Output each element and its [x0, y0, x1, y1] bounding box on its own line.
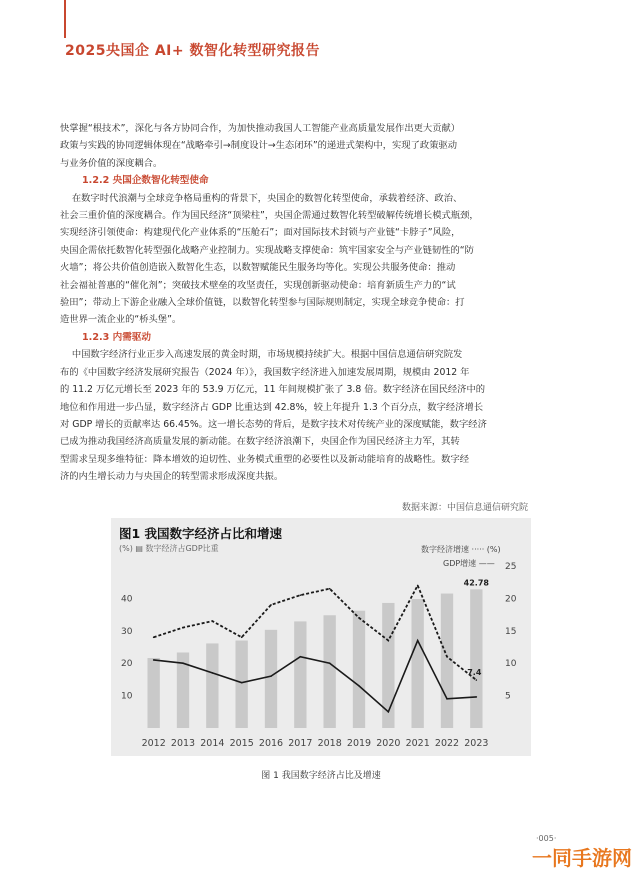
x-label-2014: 2014 [200, 738, 225, 749]
point-digital-2018 [329, 588, 331, 590]
point-digital-2023 [476, 679, 478, 681]
bar-2015 [236, 641, 248, 728]
x-label-2021: 2021 [405, 738, 430, 749]
line-gdp-growth [154, 641, 477, 712]
left-tick-40: 40 [121, 594, 133, 605]
figure-left-legend: (%) ▤ 数字经济占GDP比重 [119, 544, 219, 553]
bar-2014 [206, 643, 218, 728]
point-gdp-2017 [300, 656, 302, 658]
point-digital-2020 [388, 640, 390, 642]
legend-digital-growth: 数字经济增速 ····· (%) [421, 545, 501, 554]
point-digital-2014 [212, 620, 214, 622]
point-gdp-2016 [270, 675, 272, 677]
right-tick-25: 25 [505, 562, 517, 572]
paragraph-intro: 快掌握“根技术”，深化与各方协同合作，为加快推动我国人工智能产业高质量发展作出更大贡献） 政策与实践的协同逻辑体现在“战略牵引→制度设计→生态闭环”的递进式架构中，实现了政策驱动 与业务价值的深度耦合。 [60, 123, 461, 169]
right-tick-5: 5 [505, 691, 511, 702]
x-label-2012: 2012 [141, 738, 166, 749]
point-gdp-2012 [153, 659, 155, 661]
x-label-2020: 2020 [376, 738, 401, 749]
chart-figure [111, 518, 531, 756]
bar-2017 [294, 621, 306, 728]
x-label-2018: 2018 [317, 738, 342, 749]
data-source: 数据来源：中国信息通信研究院 [401, 503, 528, 513]
bar-2019 [353, 611, 365, 728]
header-accent-rule [64, 0, 66, 38]
bar-2020 [382, 603, 394, 728]
right-tick-20: 20 [505, 594, 517, 605]
point-digital-2016 [270, 604, 272, 606]
annotation-share-2023: 42.78 [463, 578, 489, 588]
point-digital-2012 [153, 636, 155, 638]
bar-2016 [265, 630, 277, 728]
point-digital-2019 [358, 617, 360, 619]
x-label-2022: 2022 [434, 738, 460, 749]
site-watermark: 一同手游网 [532, 846, 632, 870]
bar-2018 [324, 615, 336, 728]
point-gdp-2022 [446, 698, 448, 700]
left-tick-20: 20 [121, 659, 133, 670]
point-digital-2015 [241, 636, 243, 638]
x-label-2016: 2016 [258, 738, 284, 749]
right-tick-10: 10 [505, 659, 517, 670]
left-tick-30: 30 [121, 626, 133, 637]
point-digital-2017 [300, 594, 302, 596]
report-title: 2025央国企 AI+ 数智化转型研究报告 [65, 43, 320, 59]
page-number: ·005· [536, 834, 557, 843]
point-gdp-2020 [388, 711, 390, 713]
x-label-2019: 2019 [346, 738, 372, 749]
x-label-2023: 2023 [464, 738, 489, 749]
point-gdp-2023 [476, 696, 478, 698]
point-gdp-2013 [182, 662, 184, 664]
point-gdp-2014 [212, 672, 214, 674]
bar-2012 [148, 658, 160, 728]
left-tick-10: 10 [121, 691, 133, 702]
x-label-2017: 2017 [288, 738, 313, 749]
body-text [60, 120, 590, 486]
point-gdp-2019 [358, 685, 360, 687]
bar-2023 [470, 589, 482, 728]
section-heading-mission: 1.2.2 央国企数智化转型使命 [82, 175, 209, 187]
line-digital-economy-growth [154, 585, 477, 680]
figure-caption: 图 1 我国数字经济占比及增速 [261, 771, 381, 781]
bar-2021 [412, 599, 424, 728]
paragraph-mission: 在数字时代浪潮与全球竞争格局重构的背景下，央国企的数智化转型使命，承载着经济、政治、 社会三重价值的深度耦合。作为国民经济“顶梁柱”，央国企需通过数智化转型破解传统增长模式瓶颈， 实现经济引领使命：构建现代化产业体系的“压舱石”；面对国际技术封锁与产业链“卡脖子”风险， 央国企需依托数智化转型强化战略产业控制力。实现战略支撑使命：筑牢国家安全与产业链韧性的“防 火墙”；将公共价值创造嵌入数智化生态，以数智赋能民生服务均等化。实现公共服务使命：推动 社会福祉普惠的“催化剂”；突破技术壁垒的攻坚责任，实现创新驱动使命：培育新质生产力的“试 验田”；带动上下游企业融入全球价值链，以数智化转型参与国际规则制定，实现全球竞争使命：打 造世界一流企业的“桥头堡”。 [60, 192, 479, 326]
point-digital-2022 [446, 656, 448, 658]
point-digital-2013 [182, 627, 184, 629]
x-label-2015: 2015 [229, 738, 254, 749]
section-heading-demand: 1.2.3 内需驱动 [82, 331, 152, 343]
point-gdp-2015 [241, 682, 243, 684]
point-gdp-2018 [329, 662, 331, 664]
point-digital-2021 [417, 585, 419, 587]
paragraph-demand: 中国数字经济行业正步入高速发展的黄金时期，市场规模持续扩大。根据中国信息通信研究院发 布的《中国数字经济发展研究报告（2024 年）》，我国数字经济进入加速发展周期，规模由 2012 年 的 11.2 万亿元增长至 2023 年的 53.9 万亿元，11 年间规模扩张了 3.8 倍。数字经济在国民经济中的 地位和作用进一步凸显，数字经济占 GDP 比重达到 42.8%，较上年提升 1.3 个百分点，数字经济增长 对 GDP 增长的贡献率达 66.45%。这一增长态势的背后，是数字技术对传统产业的深度赋能，数字经济 已成为推动我国经济高质量发展的新动能。在数字经济浪潮下，央国企作为国民经济主力军，其转 型需求呈现多维特征：降本增效的迫切性、业务模式重塑的必要性以及新动能培育的战略性。数字经 济的内生增长动力与央国企的转型需求形成深度共振。 [60, 349, 487, 483]
legend-gdp-growth: GDP增速 —— [443, 559, 495, 568]
x-label-2013: 2013 [170, 738, 196, 749]
right-tick-15: 15 [505, 626, 517, 637]
figure-title: 图1 我国数字经济占比和增速 [119, 526, 283, 541]
point-gdp-2021 [417, 640, 419, 642]
annotation-growth-2023: 7.4 [467, 668, 482, 678]
